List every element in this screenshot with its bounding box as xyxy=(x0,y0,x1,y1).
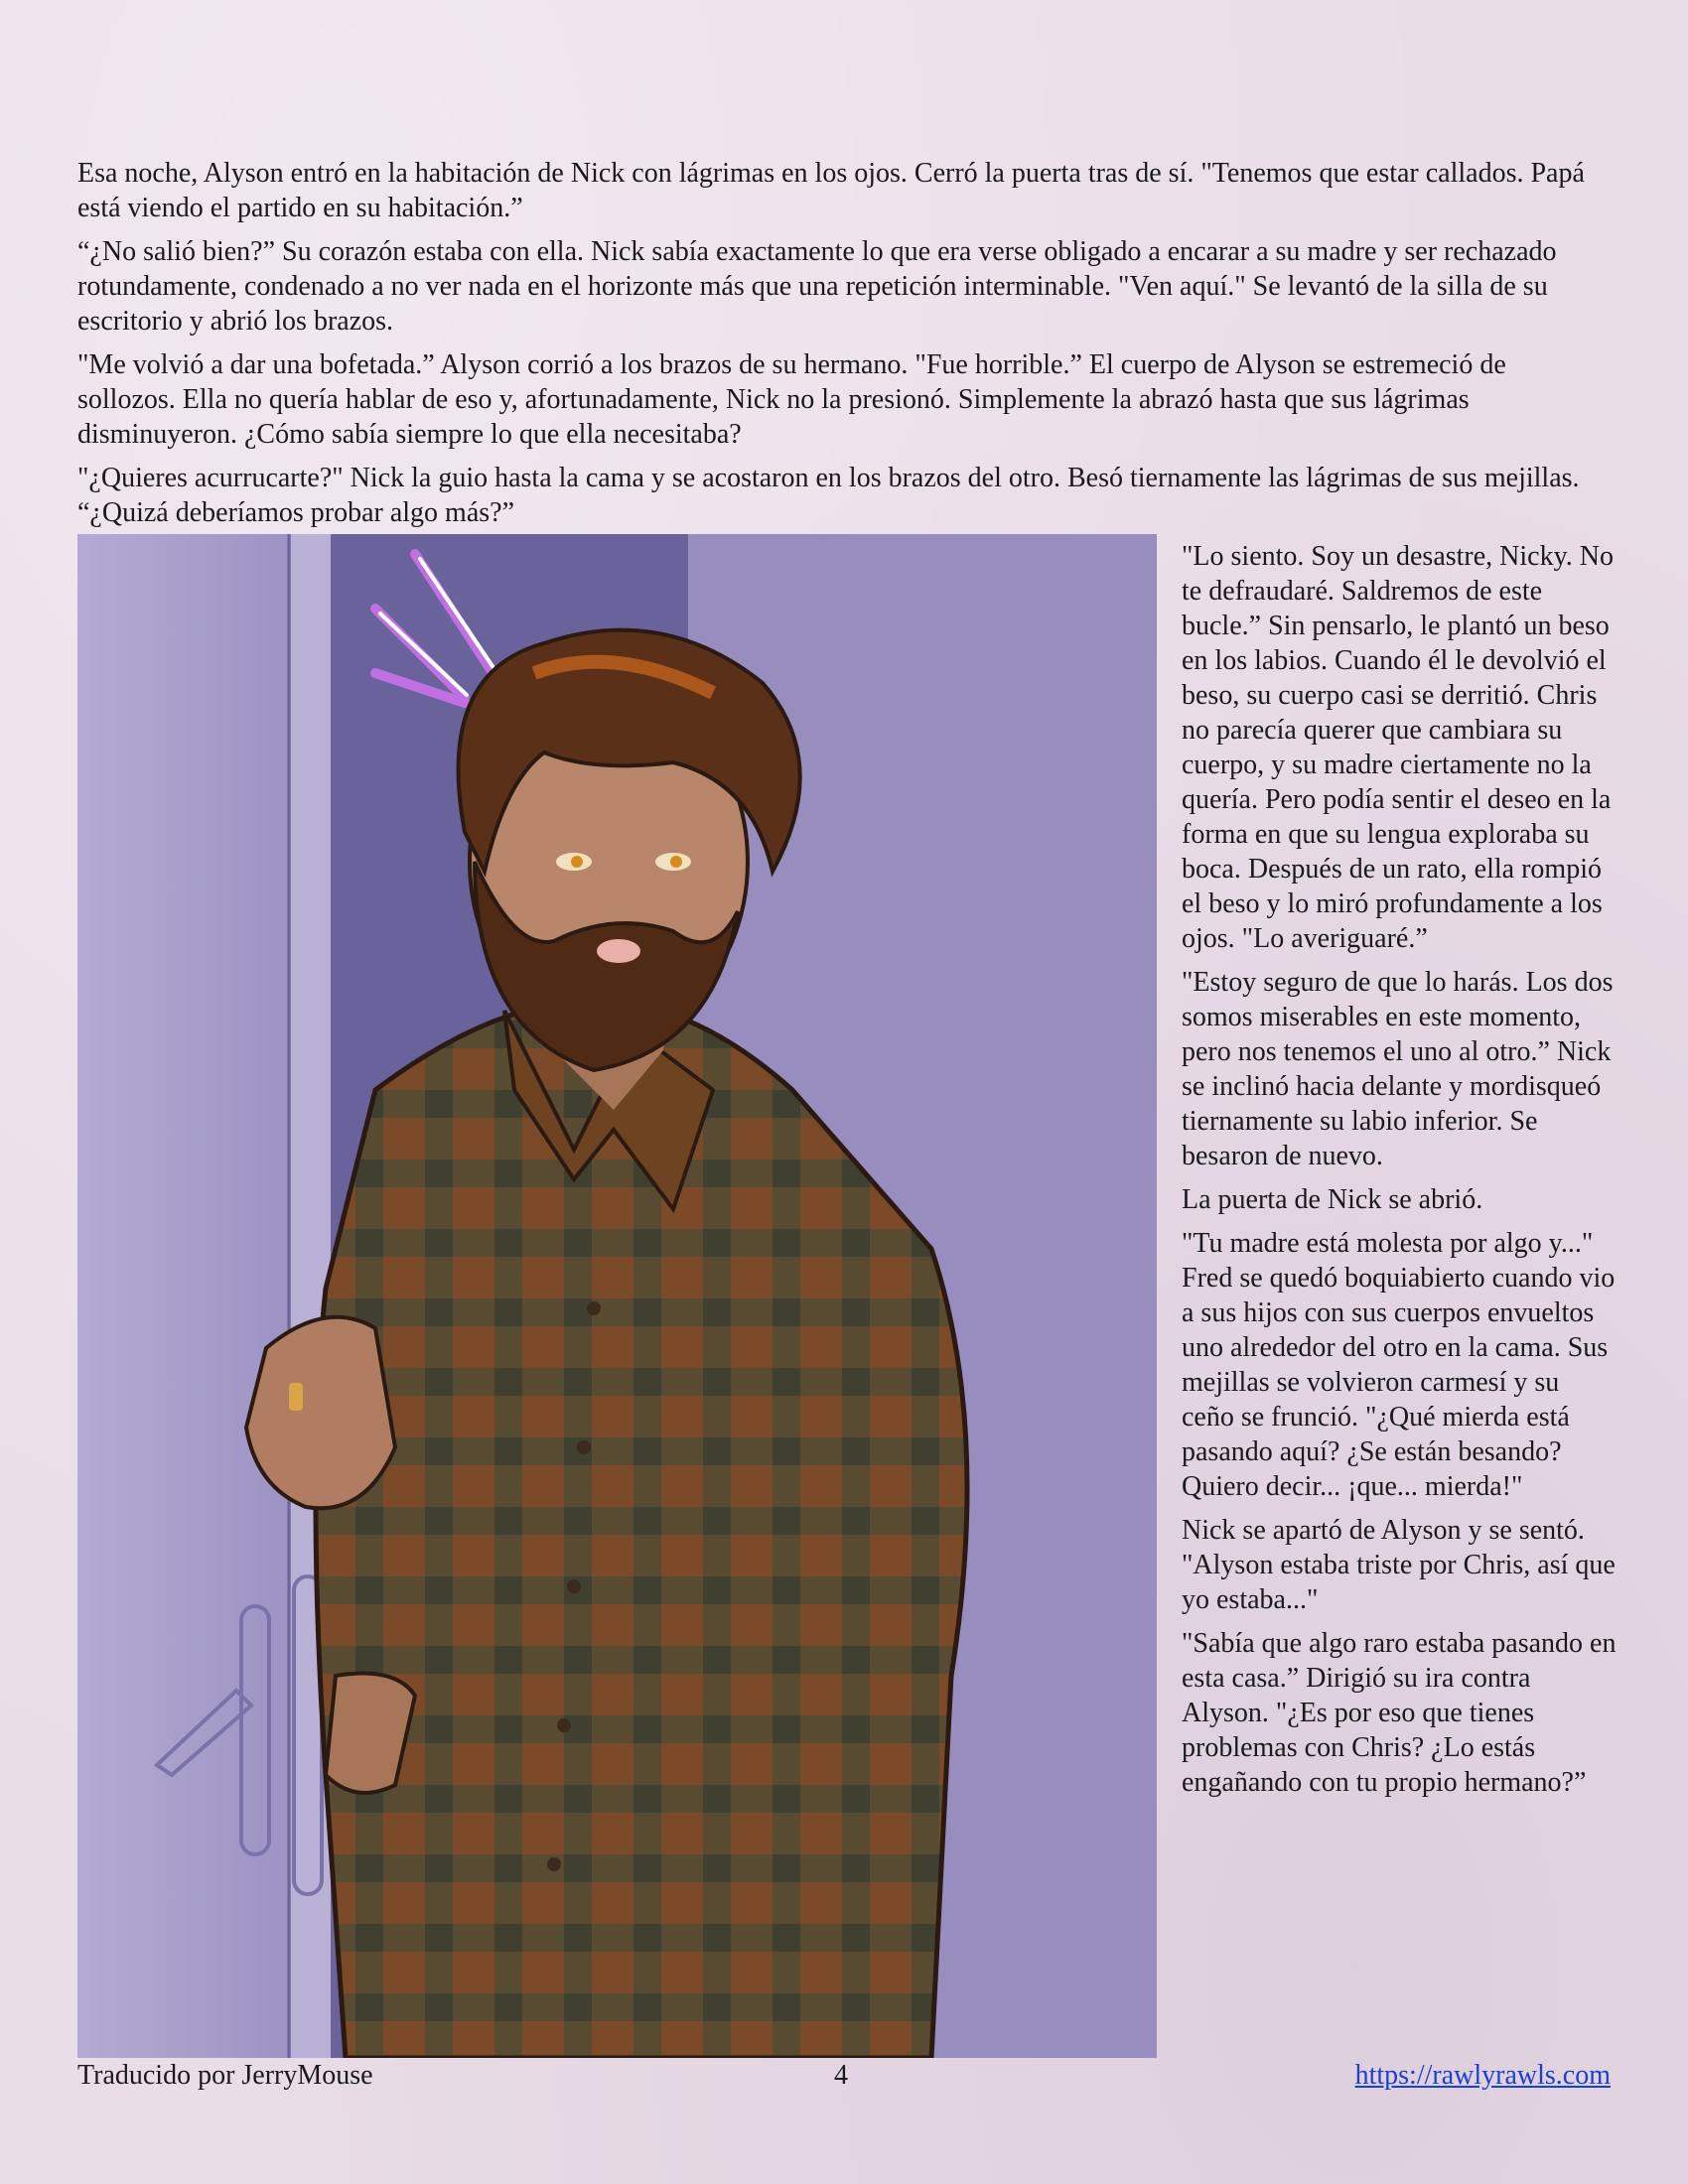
illustration-bearded-man-at-door xyxy=(77,534,1157,2058)
illustration-art xyxy=(77,534,1157,2058)
mouth xyxy=(597,939,640,963)
paragraph: “¿No salió bien?” Su corazón estaba con ella. Nick sabía exactamente lo que era verse obligado a encarar a su madre y ser rechazado rotundamente, condenado a no ver nada en el horizonte más que una repetición interminable. "Ven aquí." Se levantó de la silla de su escritorio y abrió los brazos. xyxy=(77,236,1557,337)
paragraph: "Tu madre está molesta por algo y..." Fred se quedó boquiabierto cuando vio a sus hijos con sus cuerpos envueltos uno alrededor del otro en la cama. Sus mejillas se volvieron carmesí y su ceño se frunció. "¿Qué mierda está pasando aquí? ¿Se están besando? Quiero decir... ¡que... mierda!" xyxy=(1182,1228,1616,1502)
page-number: 4 xyxy=(834,2060,848,2091)
story-side-text xyxy=(1182,539,1618,1809)
paragraph: "Lo siento. Soy un desastre, Nicky. No te defraudaré. Saldremos de este bucle.” Sin pensarlo, le plantó un beso en los labios. Cuando él le devolvió el beso, su cuerpo casi se derritió. Chris no parecía querer que cambiara su cuerpo, y su madre ciertamente no la quería. Pero podía sentir el deseo en la forma en que su lengua exploraba su boca. Después de un rato, ella rompió el beso y lo miró profundamente a los ojos. "Lo averiguaré.” xyxy=(1182,541,1614,954)
ring-icon xyxy=(289,1383,303,1411)
story-top-text xyxy=(77,156,1607,539)
paragraph: "Sabía que algo raro estaba pasando en esta casa.” Dirigió su ira contra Alyson. "¿Es por eso que tienes problemas con Chris? ¿Lo estás engañando con tu propio hermano?” xyxy=(1182,1628,1617,1798)
hand xyxy=(246,1317,395,1509)
paragraph: "Me volvió a dar una bofetada.” Alyson corrió a los brazos de su hermano. "Fue horrible.” El cuerpo de Alyson se estremeció de sollozos. Ella no quería hablar de eso y, afortunadamente, Nick no la presionó. Simplemente la abrazó hasta que sus lágrimas disminuyeron. ¿Cómo sabía siempre lo que ella necesitaba? xyxy=(77,349,1506,450)
paragraph: La puerta de Nick se abrió. xyxy=(1182,1184,1483,1215)
website-link[interactable]: https://rawlyrawls.com xyxy=(1354,2060,1611,2091)
translator-credit: Traducido por JerryMouse xyxy=(77,2060,373,2091)
paragraph: Nick se apartó de Alyson y se sentó. "Alyson estaba triste por Chris, así que yo estaba..." xyxy=(1182,1515,1616,1615)
paragraph: Esa noche, Alyson entró en la habitación de Nick con lágrimas en los ojos. Cerró la puerta tras de sí. "Tenemos que estar callados. Papá está viendo el partido en su habitación.” xyxy=(77,158,1585,223)
door-panel xyxy=(77,534,291,2058)
paragraph: "Estoy seguro de que lo harás. Los dos somos miserables en este momento, pero nos tenemos el uno al otro.” Nick se inclinó hacia delante y mordisqueó tiernamente su labio inferior. Se besaron de nuevo. xyxy=(1182,967,1614,1171)
paragraph: "¿Quieres acurrucarte?" Nick la guio hasta la cama y se acostaron en los brazos del otro. Besó tiernamente las lágrimas de sus mejillas. “¿Quizá deberíamos probar algo más?” xyxy=(77,463,1580,528)
